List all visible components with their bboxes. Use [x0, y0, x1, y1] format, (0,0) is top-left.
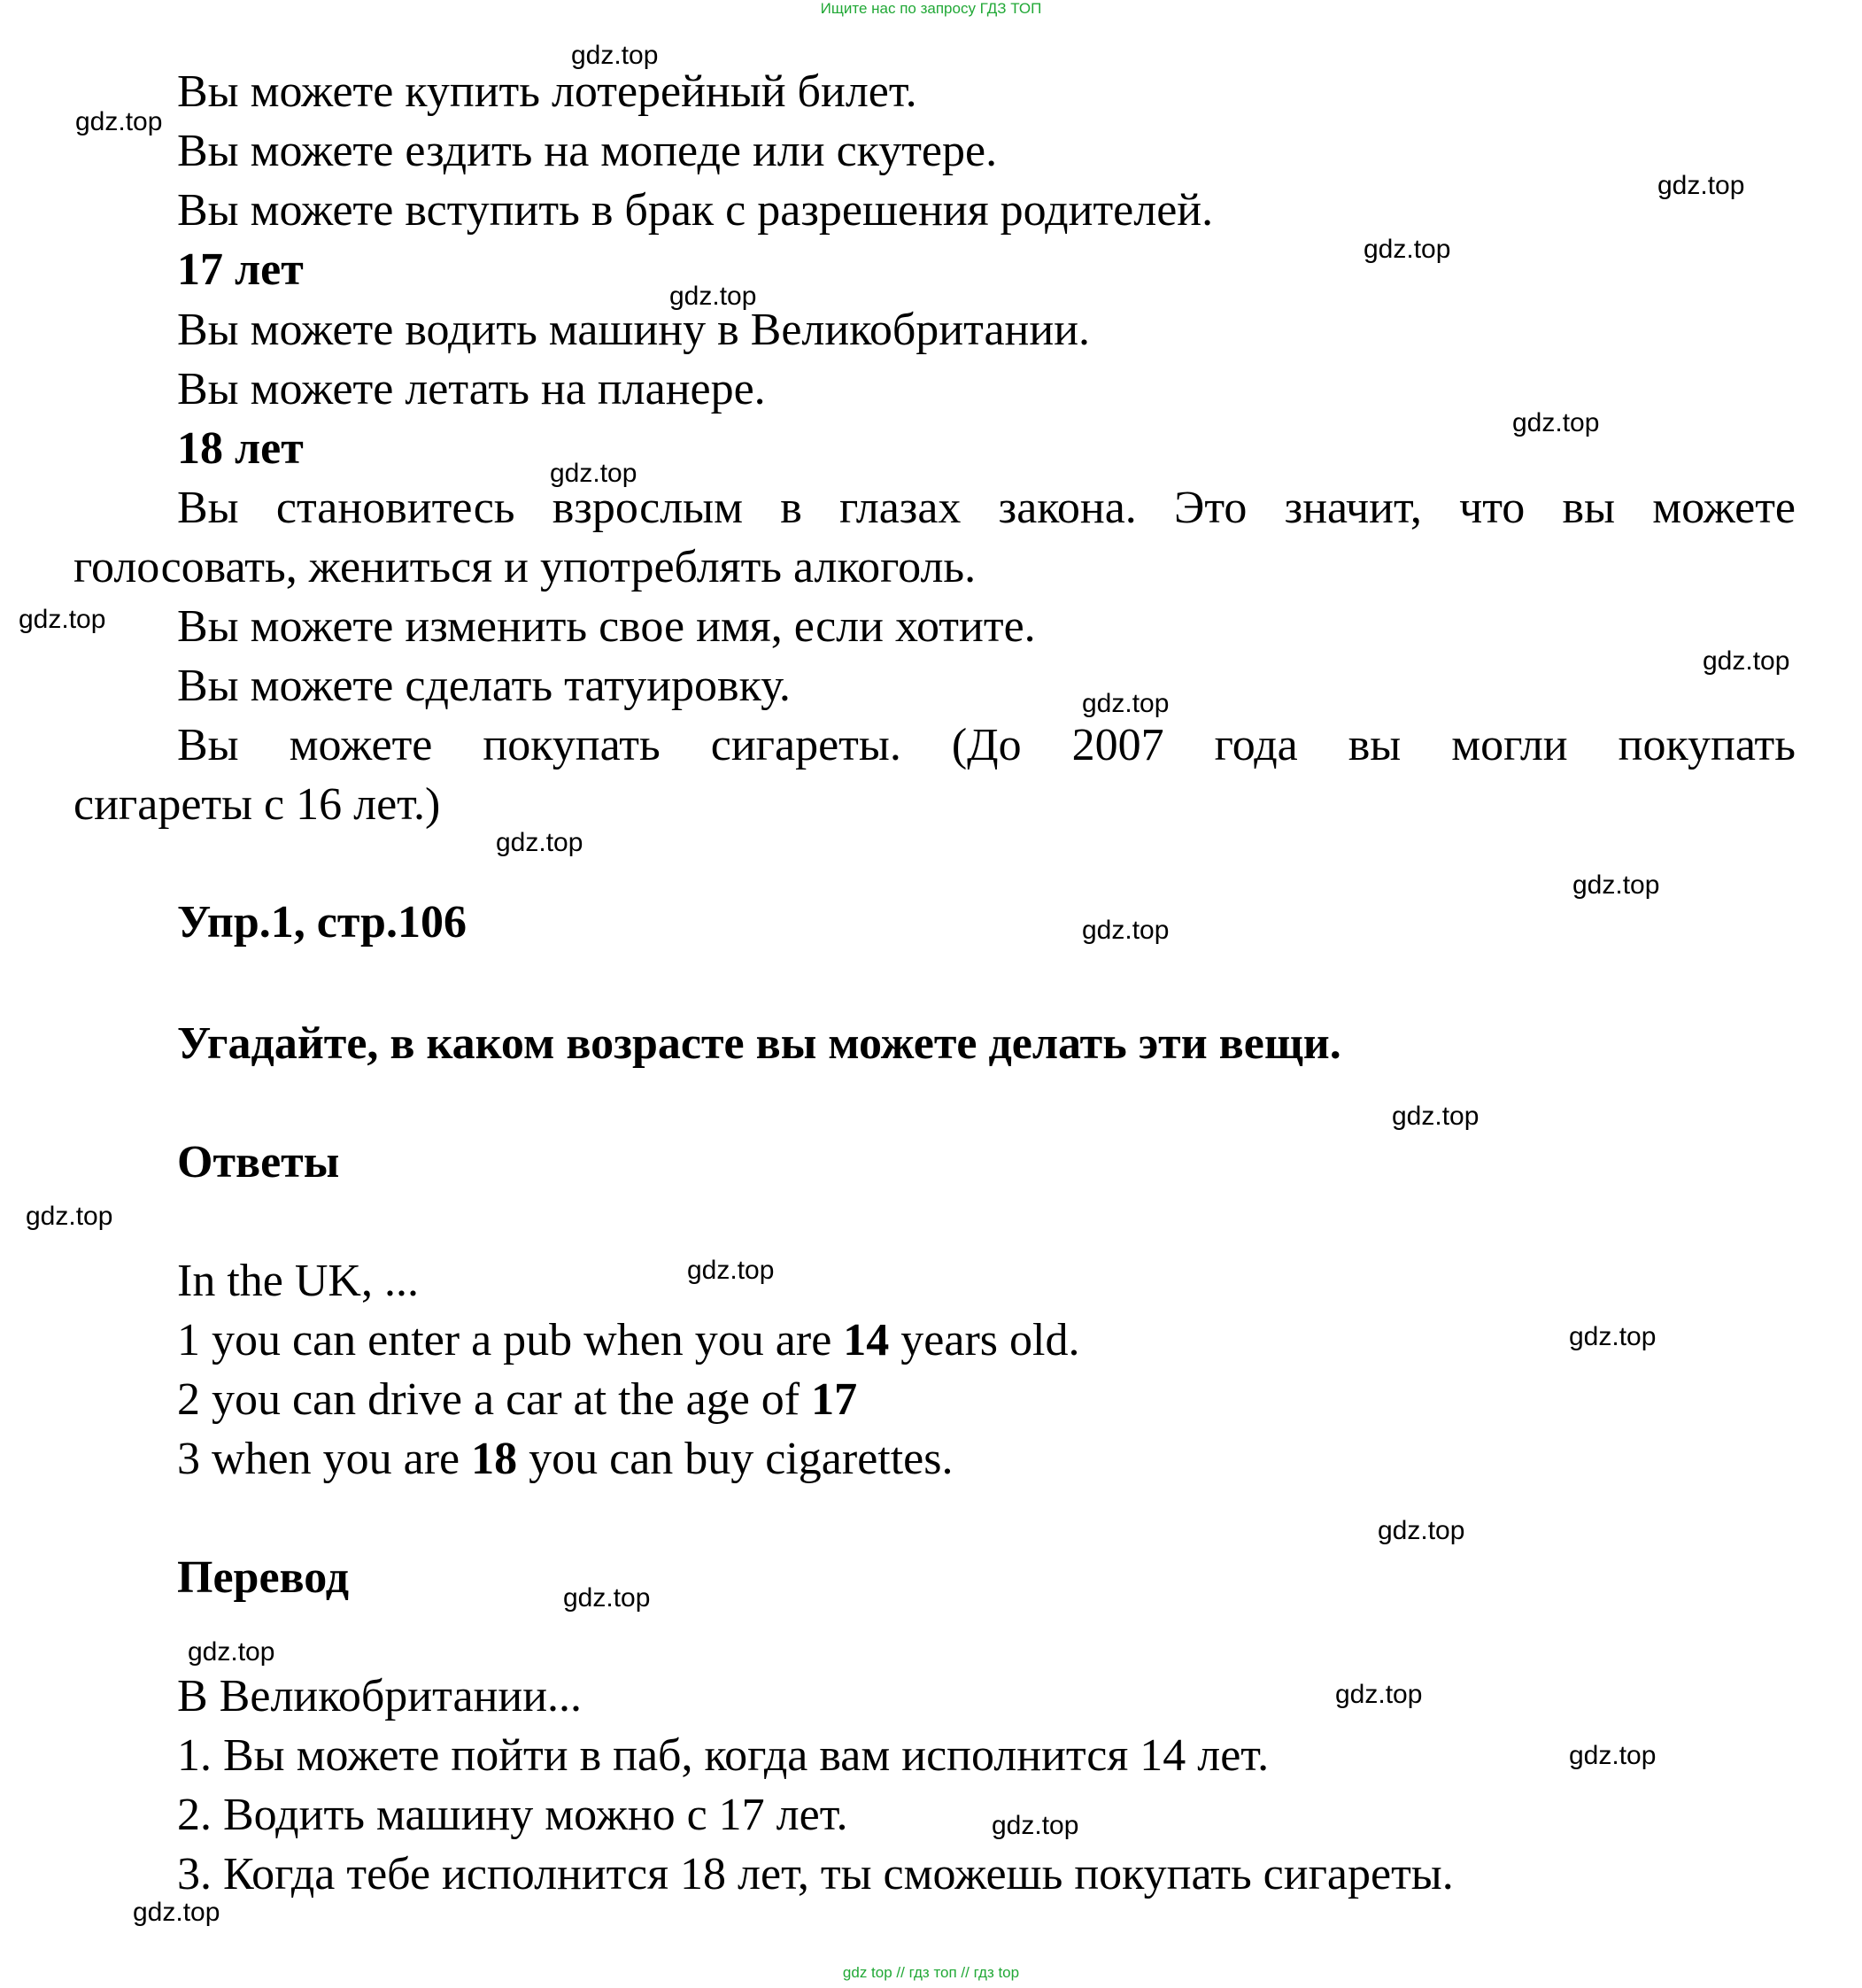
text-line-glider: Вы можете летать на планере. — [177, 364, 766, 414]
top-banner: Ищите нас по запросу ГДЗ ТОП — [820, 0, 1042, 17]
text-line-tattoo: Вы можете сделать татуировку. — [177, 661, 791, 711]
translation-3: 3. Когда тебе исполнится 18 лет, ты сможешь покупать сигареты. — [177, 1849, 1454, 1899]
answer-3-text: 3 when you are — [177, 1434, 472, 1484]
watermark: gdz.top — [188, 1637, 275, 1667]
paragraph-cigarettes-line2: сигареты с 16 лет.) — [73, 779, 441, 830]
watermark: gdz.top — [1378, 1516, 1465, 1545]
paragraph-adult-line1: Вы становитесь взрослым в глазах закона. Это значит, что вы можете — [177, 483, 1796, 533]
watermark: gdz.top — [1082, 916, 1170, 945]
answer-2 — [177, 1373, 857, 1427]
translation-1: 1. Вы можете пойти в паб, когда вам исполнится 14 лет. — [177, 1730, 1270, 1781]
watermark: gdz.top — [1364, 235, 1451, 264]
watermark: gdz.top — [1569, 1322, 1657, 1351]
answer-3 — [177, 1433, 953, 1486]
paragraph-adult-line2: голосовать, жениться и употреблять алкоголь. — [73, 542, 977, 592]
exercise-title: Упр.1, стр.106 — [177, 897, 467, 948]
watermark: gdz.top — [571, 41, 659, 70]
translation-2: 2. Водить машину можно с 17 лет. — [177, 1790, 848, 1840]
watermark: gdz.top — [1082, 689, 1170, 718]
watermark: gdz.top — [1392, 1102, 1480, 1131]
answers-intro: In the UK, ... — [177, 1256, 419, 1306]
watermark: gdz.top — [1512, 408, 1600, 437]
answer-2-text: 2 you can drive a car at the age of — [177, 1374, 812, 1425]
watermark: gdz.top — [75, 107, 163, 136]
translation-heading: Перевод — [177, 1552, 350, 1603]
watermark: gdz.top — [1572, 870, 1660, 900]
answer-3-tail: you can buy cigarettes. — [517, 1434, 954, 1484]
answers-heading: Ответы — [177, 1137, 340, 1187]
watermark: gdz.top — [19, 605, 106, 634]
watermark: gdz.top — [669, 282, 757, 311]
bottom-banner: gdz top // гдз топ // гдз top — [842, 1964, 1020, 1981]
answer-3-age: 18 — [471, 1434, 518, 1484]
watermark: gdz.top — [992, 1811, 1079, 1840]
watermark: gdz.top — [26, 1202, 113, 1231]
watermark: gdz.top — [687, 1256, 775, 1285]
watermark: gdz.top — [1569, 1741, 1657, 1770]
answer-1-age: 14 — [843, 1315, 890, 1365]
exercise-task: Угадайте, в каком возрасте вы можете делать эти вещи. — [177, 1018, 1341, 1069]
heading-18-years: 18 лет — [177, 423, 304, 474]
translation-intro: В Великобритании... — [177, 1671, 583, 1721]
heading-17-years: 17 лет — [177, 244, 304, 295]
text-line-name: Вы можете изменить свое имя, если хотите. — [177, 601, 1036, 652]
answer-2-age: 17 — [811, 1374, 858, 1425]
watermark: gdz.top — [550, 459, 637, 488]
answer-1-text: 1 you can enter a pub when you are — [177, 1315, 844, 1365]
answer-1-tail: years old. — [889, 1315, 1080, 1365]
paragraph-cigarettes-line1: Вы можете покупать сигареты. (До 2007 года вы могли покупать — [177, 720, 1796, 770]
text-line-moped: Вы можете ездить на мопеде или скутере. — [177, 126, 998, 176]
watermark: gdz.top — [1703, 646, 1790, 676]
watermark: gdz.top — [563, 1583, 651, 1613]
watermark: gdz.top — [133, 1898, 220, 1927]
text-line-marriage: Вы можете вступить в брак с разрешения родителей. — [177, 185, 1214, 236]
answer-1 — [177, 1314, 1079, 1367]
watermark: gdz.top — [496, 828, 583, 857]
text-line-drive: Вы можете водить машину в Великобритании. — [177, 305, 1091, 355]
watermark: gdz.top — [1657, 171, 1745, 200]
text-line-lottery: Вы можете купить лотерейный билет. — [177, 66, 917, 117]
watermark: gdz.top — [1335, 1680, 1423, 1709]
